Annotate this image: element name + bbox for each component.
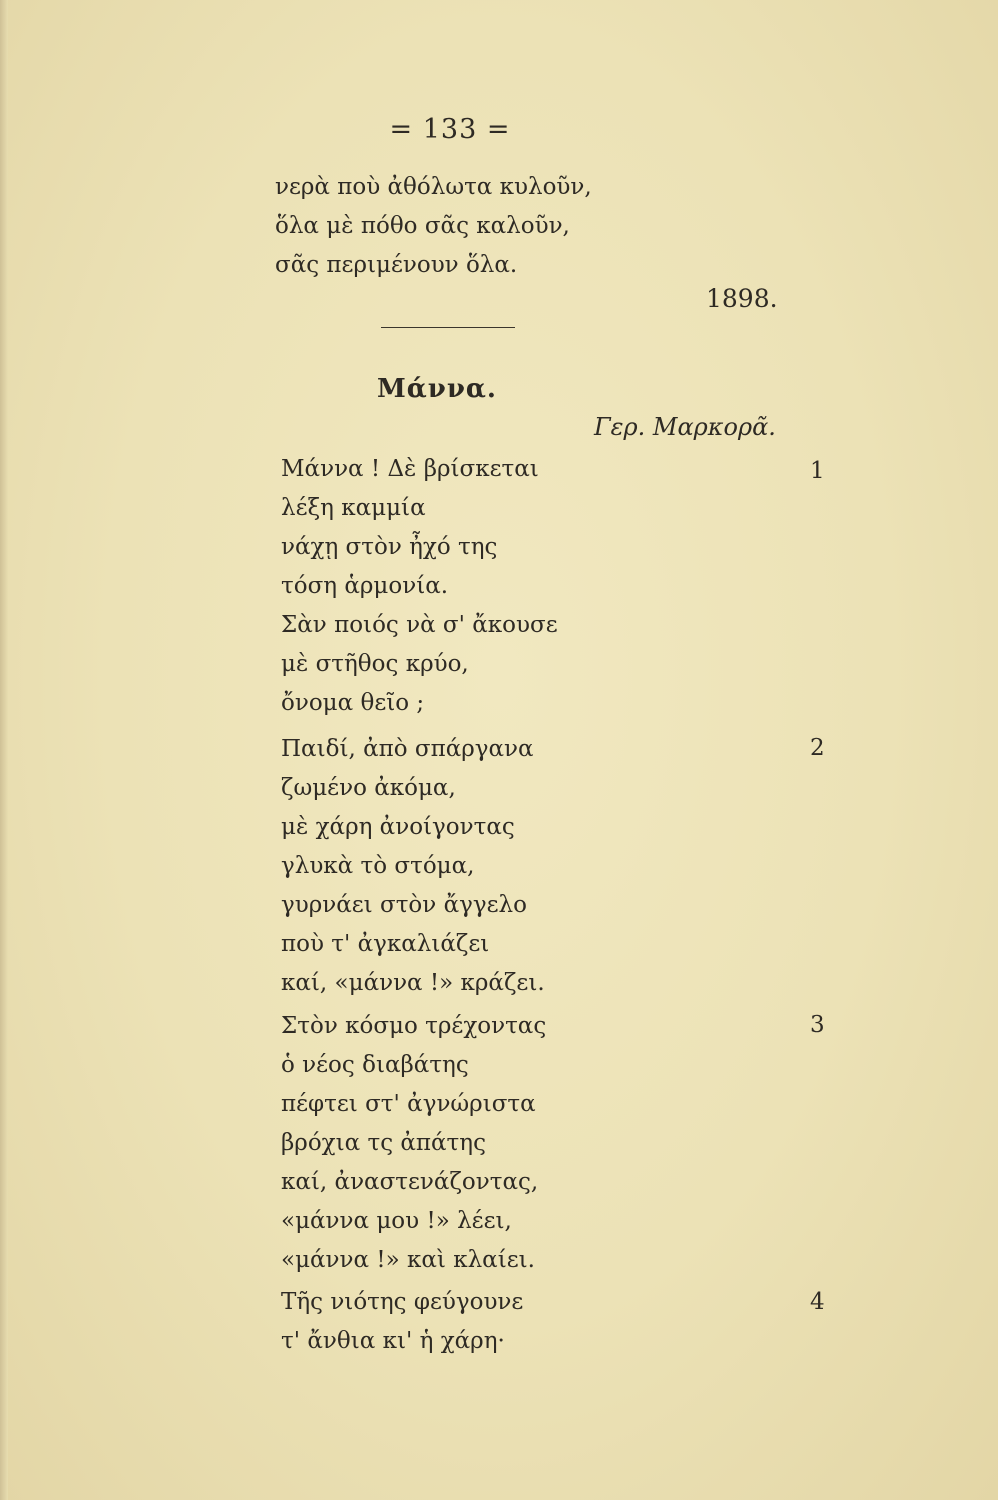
poem-line: «μάννα μου !» λέει, — [281, 1208, 512, 1234]
poem-line: μὲ χάρη ἀνοίγοντας — [281, 814, 515, 840]
poem-line: Τῆς νιότης φεύγουνε — [281, 1289, 524, 1315]
section-divider — [381, 327, 515, 328]
stanza-number: 2 — [810, 735, 825, 761]
stanza-number: 4 — [810, 1289, 825, 1315]
poem-line: πέφτει στ' ἀγνώριστα — [281, 1091, 536, 1117]
poem-line: βρόχια τς ἀπάτης — [281, 1130, 486, 1156]
poem-line: ὁ νέος διαβάτης — [281, 1052, 469, 1078]
poem-line: Μάννα ! Δὲ βρίσκεται — [281, 456, 539, 482]
poem-line: Στὸν κόσμο τρέχοντας — [281, 1013, 547, 1039]
poem-line: λέξη καμμία — [281, 495, 426, 521]
poem-author: Γερ. Μαρκορᾶ. — [594, 413, 776, 441]
poem-line: ζωμένο ἀκόμα, — [281, 775, 456, 801]
poem-line: τόση ἁρμονία. — [281, 573, 449, 599]
intro-line: σᾶς περιμένουν ὅλα. — [275, 252, 518, 278]
intro-line: νερὰ ποὺ ἀθόλωτα κυλοῦν, — [275, 174, 592, 200]
poem-line: «μάννα !» καὶ κλαίει. — [281, 1247, 535, 1273]
poem-line: τ' ἄνθια κι' ἡ χάρη· — [281, 1328, 505, 1354]
poem-line: ὄνομα θεῖο ; — [281, 690, 425, 716]
intro-line: ὅλα μὲ πόθο σᾶς καλοῦν, — [275, 213, 570, 239]
poem-line: Σὰν ποιός νὰ σ' ἄκουσε — [281, 612, 558, 638]
poem-line: μὲ στῆθος κρύο, — [281, 651, 469, 677]
poem-line: καί, «μάννα !» κράζει. — [281, 970, 545, 996]
poem-line: ποὺ τ' ἀγκαλιάζει — [281, 931, 490, 957]
year: 1898. — [706, 284, 778, 313]
poem-line: καί, ἀναστενάζοντας, — [281, 1169, 539, 1195]
poem-line: γυρνάει στὸν ἄγγελο — [281, 892, 527, 918]
poem-line: γλυκὰ τὸ στόμα, — [281, 853, 475, 879]
binding-edge — [0, 0, 8, 1500]
poem-title: Μάννα. — [377, 374, 497, 404]
poem-line: νάχῃ στὸν ἦχό της — [281, 534, 498, 560]
poem-line: Παιδί, ἀπὸ σπάργανα — [281, 736, 534, 762]
stanza-number: 3 — [810, 1012, 825, 1038]
page-number: = 133 = — [389, 114, 511, 145]
stanza-number: 1 — [810, 458, 825, 484]
